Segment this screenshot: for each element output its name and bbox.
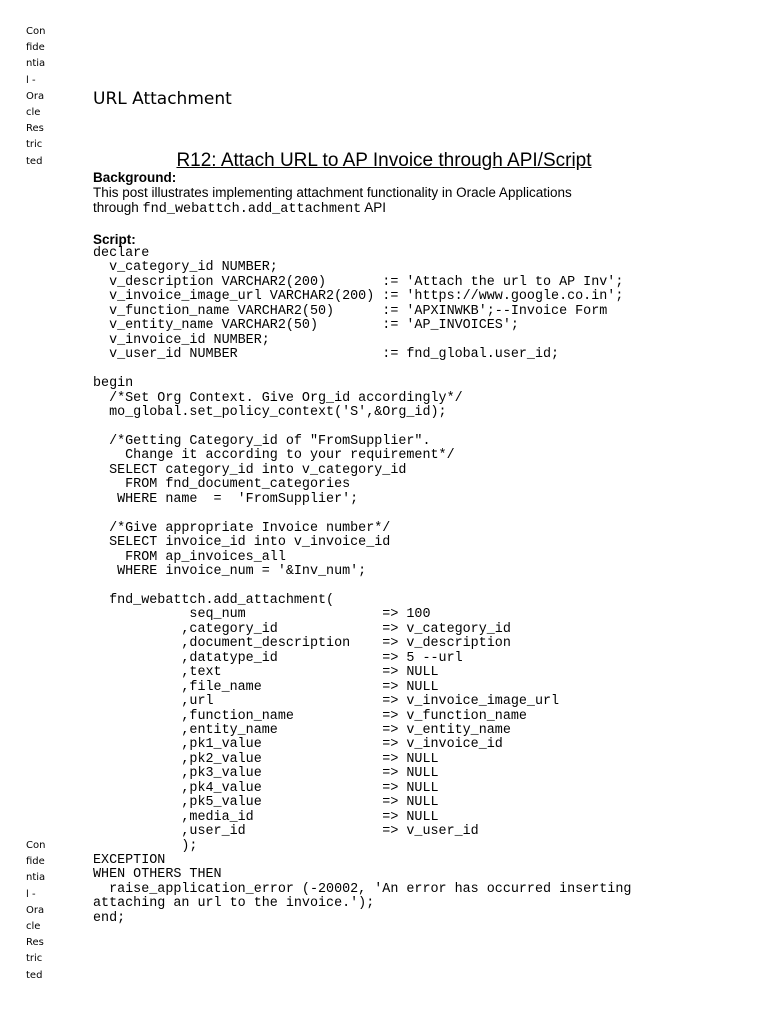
background-api-name: fnd_webattch.add_attachment [142, 202, 362, 217]
post-content [93, 170, 753, 926]
background-text-before: This post illustrates implementing attachment functionality in Oracle Applications through [93, 185, 572, 215]
background-text [93, 185, 613, 217]
script-code-block: declare v_category_id NUMBER; v_description VARCHAR2(200) := 'Attach the url to AP Inv'; v_invoice_image_url VARCHAR2(200) := 'https://www.google.co.in'; v_function_name VARCHAR2(50) := 'APXINWKB';--Invoice Form v_entity_name VARCHAR2(50) := 'AP_INVOICES'; v_invoice_id NUMBER; v_user_id NUMBER := fnd_global.user_id; begin /*Set Org Context. Give Org_id accordingly*/ mo_global.set_policy_context('S',&Org_id); /*Getting Category_id of "FromSupplier". Change it according to your requirement*/ SELECT category_id into v_category_id FROM fnd_document_categories WHERE name = 'FromSupplier'; /*Give appropriate Invoice number*/ SELECT invoice_id into v_invoice_id FROM ap_invoices_all WHERE invoice_num = '&Inv_num'; fnd_webattch.add_attachment( seq_num => 100 ,category_id => v_category_id ,document_description => v_description ,datatype_id => 5 --url ,text => NULL ,file_name => NULL ,url => v_invoice_image_url ,function_name => v_function_name ,entity_name => v_entity_name ,pk1_value => v_invoice_id ,pk2_value => NULL ,pk3_value => NULL ,pk4_value => NULL ,pk5_value => NULL ,media_id => NULL ,user_id => v_user_id ); EXCEPTION WHEN OTHERS THEN raise_application_error (-20002, 'An error has occurred inserting attaching an url to the invoice.'); end; [93, 246, 632, 926]
confidential-margin-label-top: Confidential - Oracle Restricted [26, 26, 46, 167]
confidential-margin-label-bottom: Confidential - Oracle Restricted [26, 840, 46, 981]
background-label: Background: [93, 170, 177, 185]
section-spacer [93, 217, 753, 232]
script-label: Script: [93, 232, 136, 247]
post-title: R12: Attach URL to AP Invoice through API/Script [176, 150, 592, 171]
page-heading: URL Attachment [93, 89, 232, 109]
background-text-after: API [361, 200, 387, 215]
